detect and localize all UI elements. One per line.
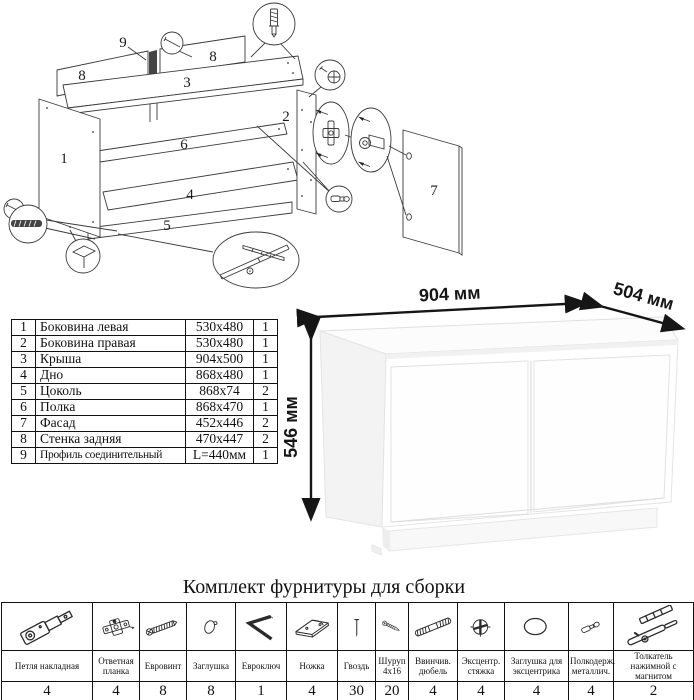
part-name: Боковина правая bbox=[36, 336, 186, 352]
hardware-name: Толкатель нажимной с магнитом bbox=[614, 651, 694, 682]
part-number: 1 bbox=[12, 320, 36, 336]
exploded-view-diagram bbox=[0, 0, 480, 300]
strike-plate-icon bbox=[94, 605, 138, 649]
parts-row bbox=[12, 448, 278, 464]
part-qty: 1 bbox=[254, 352, 278, 368]
hardware-icon-cell bbox=[569, 603, 614, 651]
hardware-icon-cell bbox=[287, 603, 338, 651]
hardware-name: Эксцентр. стяжка bbox=[458, 651, 505, 682]
part-qty: 1 bbox=[254, 400, 278, 416]
hardware-icon-cell bbox=[458, 603, 505, 651]
part-label-5: 5 bbox=[163, 218, 171, 234]
part-label-4: 4 bbox=[186, 187, 194, 203]
hardware-qty: 4 bbox=[458, 682, 505, 700]
cabinet-left-face bbox=[320, 331, 386, 527]
hardware-name: Ответная планка bbox=[93, 651, 140, 682]
part-number: 6 bbox=[12, 400, 36, 416]
part-label-6: 6 bbox=[180, 137, 188, 153]
hardware-icon-cell bbox=[236, 603, 287, 651]
part-name: Боковина левая bbox=[36, 320, 186, 336]
part-number: 5 bbox=[12, 384, 36, 400]
part-label-7: 7 bbox=[430, 183, 438, 199]
hardware-icon-cell bbox=[338, 603, 376, 651]
hardware-qty: 8 bbox=[187, 682, 236, 700]
part-number: 9 bbox=[12, 448, 36, 464]
hardware-qty: 4 bbox=[93, 682, 140, 700]
callout-cam-lock bbox=[309, 60, 345, 97]
hardware-icon-cell bbox=[505, 603, 569, 651]
cam-cap-icon bbox=[506, 605, 566, 649]
hinge-icon bbox=[4, 605, 90, 649]
width-dimension-label: 904 мм bbox=[418, 282, 481, 306]
hardware-name: Шуруп 4x16 bbox=[376, 651, 409, 682]
parts-row bbox=[12, 400, 278, 416]
hardware-qty: 20 bbox=[376, 682, 409, 700]
part-qty: 1 bbox=[254, 448, 278, 464]
foot-icon bbox=[288, 605, 336, 649]
hardware-name: Заглушка bbox=[187, 651, 236, 682]
hardware-qty: 1 bbox=[236, 682, 287, 700]
hardware-name: Заглушка для эксцентрика bbox=[505, 651, 569, 682]
bottom-panel bbox=[103, 162, 298, 210]
part-size: 530x480 bbox=[186, 336, 254, 352]
hardware-name: Евроключ bbox=[236, 651, 287, 682]
shelf-panel bbox=[97, 123, 287, 162]
hardware-name: Полкодерж. металлич. bbox=[569, 651, 614, 682]
part-name: Фасад bbox=[36, 416, 186, 432]
part-label-2: 2 bbox=[282, 109, 290, 125]
parts-table bbox=[11, 319, 278, 464]
hardware-icon-cell bbox=[376, 603, 409, 651]
part-size: 470x447 bbox=[186, 432, 254, 448]
part-qty: 2 bbox=[254, 416, 278, 432]
hardware-kit-table bbox=[1, 602, 694, 700]
callout-push-latch-parts bbox=[118, 232, 299, 288]
part-size: 452x446 bbox=[186, 416, 254, 432]
part-qty: 1 bbox=[254, 336, 278, 352]
part-label-8a: 8 bbox=[78, 68, 86, 84]
part-name: Полка bbox=[36, 400, 186, 416]
right-side-panel bbox=[297, 90, 316, 214]
parts-row bbox=[12, 320, 278, 336]
part-label-3: 3 bbox=[183, 75, 191, 91]
cabinet-3d-view bbox=[280, 272, 694, 564]
cabinet-door-right bbox=[534, 355, 670, 512]
cam-lock-icon bbox=[459, 605, 503, 649]
hardware-qty: 4 bbox=[409, 682, 458, 700]
hardware-name: Ввинчив. дюбель bbox=[409, 651, 458, 682]
part-name: Дно bbox=[36, 368, 186, 384]
part-number: 3 bbox=[12, 352, 36, 368]
parts-row bbox=[12, 336, 278, 352]
part-size: 868x480 bbox=[186, 368, 254, 384]
parts-row bbox=[12, 384, 278, 400]
hardware-icon-cell bbox=[2, 603, 93, 651]
threaded-dowel-icon bbox=[410, 605, 456, 649]
part-qty: 2 bbox=[254, 432, 278, 448]
left-side-panel bbox=[39, 99, 100, 237]
part-label-9: 9 bbox=[119, 35, 127, 51]
parts-row bbox=[12, 416, 278, 432]
hardware-icon-cell bbox=[140, 603, 187, 651]
hardware-icon-cell bbox=[187, 603, 236, 651]
part-qty: 2 bbox=[254, 384, 278, 400]
depth-dimension-label: 504 мм bbox=[611, 278, 676, 315]
cap-icon bbox=[188, 605, 234, 649]
hardware-name: Евровинт bbox=[140, 651, 187, 682]
hardware-kit-title: Комплект фурнитуры для сборки bbox=[182, 576, 466, 598]
hardware-qty: 2 bbox=[614, 682, 694, 700]
callout-threaded-dowel bbox=[251, 3, 295, 59]
screw-icon bbox=[377, 605, 408, 649]
parts-row bbox=[12, 352, 278, 368]
height-dimension-label: 546 мм bbox=[281, 396, 301, 458]
part-qty: 1 bbox=[254, 320, 278, 336]
part-name: Профиль соединительный bbox=[36, 448, 186, 464]
cabinet-door-left bbox=[391, 361, 528, 522]
nail-icon bbox=[339, 605, 375, 649]
parts-row bbox=[12, 368, 278, 384]
hardware-qty: 4 bbox=[2, 682, 93, 700]
hex-key-icon bbox=[237, 605, 285, 649]
hardware-qty: 4 bbox=[505, 682, 569, 700]
part-label-8b: 8 bbox=[209, 49, 217, 65]
callout-hinge bbox=[345, 108, 406, 215]
push-latch-icon bbox=[616, 605, 692, 649]
hardware-names-row bbox=[2, 651, 694, 682]
hardware-name: Гвоздь bbox=[338, 651, 376, 682]
hardware-icon-cell bbox=[93, 603, 140, 651]
part-size: L=440мм bbox=[186, 448, 254, 464]
part-name: Цоколь bbox=[36, 384, 186, 400]
hardware-qty: 30 bbox=[338, 682, 376, 700]
hardware-qty: 8 bbox=[140, 682, 187, 700]
euro-screw-icon bbox=[141, 605, 185, 649]
shelf-pin-icon bbox=[570, 605, 612, 649]
part-number: 2 bbox=[12, 336, 36, 352]
part-qty: 1 bbox=[254, 368, 278, 384]
part-name: Крыша bbox=[36, 352, 186, 368]
part-size: 530x480 bbox=[186, 320, 254, 336]
callout-strike-plate bbox=[313, 102, 349, 164]
part-size: 868x74 bbox=[186, 384, 254, 400]
part-name: Стенка задняя bbox=[36, 432, 186, 448]
part-number: 7 bbox=[12, 416, 36, 432]
part-size: 904x500 bbox=[186, 352, 254, 368]
part-number: 4 bbox=[12, 368, 36, 384]
hardware-icon-cell bbox=[409, 603, 458, 651]
hardware-qty-row bbox=[2, 682, 694, 700]
parts-row bbox=[12, 432, 278, 448]
hardware-qty: 4 bbox=[569, 682, 614, 700]
hardware-name: Ножка bbox=[287, 651, 338, 682]
part-number: 8 bbox=[12, 432, 36, 448]
hardware-icon-cell bbox=[614, 603, 694, 651]
hardware-qty: 4 bbox=[287, 682, 338, 700]
hardware-name: Петля накладная bbox=[2, 651, 93, 682]
hardware-icons-row bbox=[2, 603, 694, 651]
part-label-1: 1 bbox=[60, 151, 68, 167]
part-size: 868x470 bbox=[186, 400, 254, 416]
